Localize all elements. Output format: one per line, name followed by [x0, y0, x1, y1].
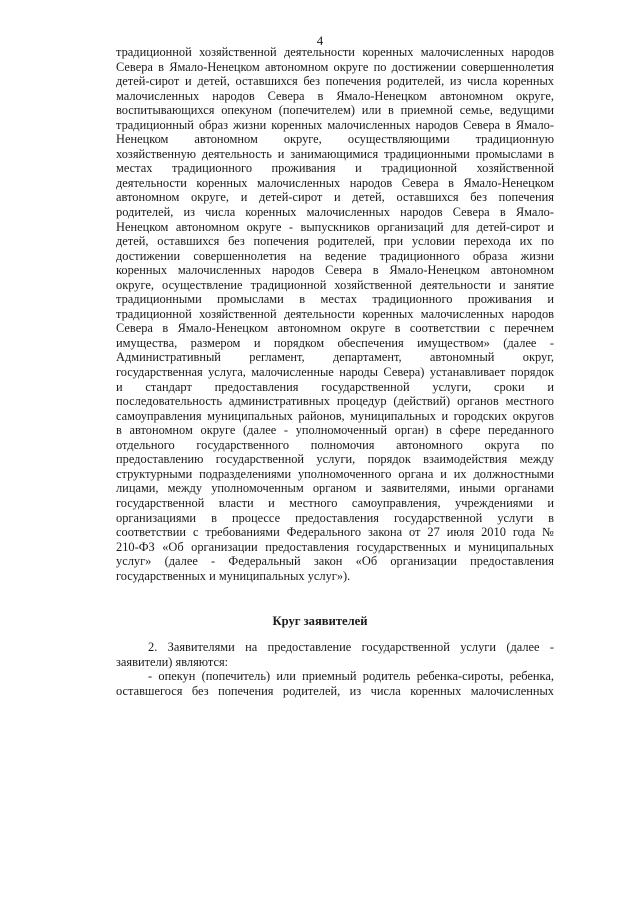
text-line: малочисленных народов Севера в Ямало-Ненецком автономном округе,	[116, 88, 554, 103]
text-line: - опекун (попечитель) или приемный родитель ребенка-сироты, ребенка,	[148, 669, 554, 684]
text-line: традиционной хозяйственной деятельности коренных малочисленных народов	[116, 306, 554, 321]
text-line: в автономном округе (далее - уполномоченный орган) в сфере переданного	[116, 423, 554, 438]
text-line: местах традиционного проживания и традиционной хозяйственной	[116, 161, 554, 176]
text-line: Севера в Ямало-Ненецком автономном округе в соответствии с перечнем	[116, 321, 554, 336]
text-line: традиционный образ жизни коренных малочисленных народов Севера в Ямало-	[116, 117, 554, 132]
text-line: структурными подразделениями уполномоченного органа и их должностными	[116, 466, 554, 481]
section-heading: Круг заявителей	[272, 614, 368, 628]
text-line: традиционной хозяйственной деятельности коренных малочисленных народов	[116, 45, 554, 59]
text-line: соответствии с требованиями Федерального закона от 27 июля 2010 года №	[116, 525, 554, 540]
text-line: Севера в Ямало-Ненецком автономном округе по достижении совершеннолетия	[116, 59, 554, 74]
text-line: государственных и муниципальных услуг»).	[116, 568, 351, 583]
paragraph-1	[116, 45, 554, 583]
text-line: и стандарт предоставления государственной услуги, сроки и	[116, 379, 554, 394]
text-line: имущества, размером и порядком обеспечения имуществом» (далее -	[116, 335, 554, 350]
page-number: 4	[316, 33, 324, 48]
text-line: последовательность административных процедур (действий) органов местного	[116, 394, 554, 409]
text-line: детей-сирот и детей, оставшихся без попечения родителей, из числа коренных	[116, 74, 554, 89]
text-line: Ненецком автономном округе, осуществляющими традиционную	[116, 132, 554, 147]
text-line: коренных малочисленных народов Севера в Ямало-Ненецком автономном	[116, 263, 554, 278]
text-line: традиционными промыслами в местах традиционного проживания и	[116, 292, 554, 307]
text-line: услуг» (далее - Федеральный закон «Об организации предоставления	[116, 554, 554, 569]
text-line: государственной власти и местного самоуправления, учреждениями и	[116, 495, 554, 510]
text-line: государственная услуга, малочисленные народы Севера) устанавливает порядок	[116, 365, 554, 380]
text-line: самоуправления муниципальных районов, муниципальных и городских округов	[116, 408, 554, 423]
paragraph-2	[116, 640, 554, 698]
text-line: предоставлению государственной услуги, порядок взаимодействия между	[116, 452, 554, 467]
text-line: достижении совершеннолетия на ведение традиционного образа жизни	[116, 248, 554, 263]
text-line: заявители) являются:	[116, 654, 229, 669]
text-line: 210-ФЗ «Об организации предоставления государственных и муниципальных	[116, 539, 554, 554]
text-line: автономном округе, и детей-сирот и детей, оставшихся без попечения	[116, 190, 554, 205]
text-line: воспитывающихся опекуном (попечителем) или в приемной семье, ведущими	[116, 103, 554, 118]
text-line: Ненецком автономном округе - выпускников организаций для детей-сирот и	[116, 219, 554, 234]
text-line: родителей, из числа коренных малочисленных народов Севера в Ямало-	[116, 205, 554, 220]
text-line: отдельного государственного полномочия автономного округа по	[116, 437, 554, 452]
text-line: организациями в процессе предоставления государственной услуги в	[116, 510, 554, 525]
text-line: округе, осуществление традиционной хозяйственной деятельности и занятие	[116, 277, 554, 292]
text-line: 2. Заявителями на предоставление государственной услуги (далее -	[148, 640, 554, 654]
text-line: лицами, между уполномоченным органом и заявителями, иными органами	[116, 481, 554, 496]
text-line: Административный регламент, департамент, автономный округ,	[116, 350, 554, 365]
text-line: хозяйственную деятельность и занимающимися традиционными промыслами в	[116, 146, 554, 161]
text-line: деятельности коренных малочисленных народов Севера в Ямало-Ненецком	[116, 175, 554, 190]
text-line: детей, оставшихся без попечения родителей, при условии перехода их по	[116, 234, 554, 249]
text-line: оставшегося без попечения родителей, из числа коренных малочисленных	[116, 683, 554, 698]
